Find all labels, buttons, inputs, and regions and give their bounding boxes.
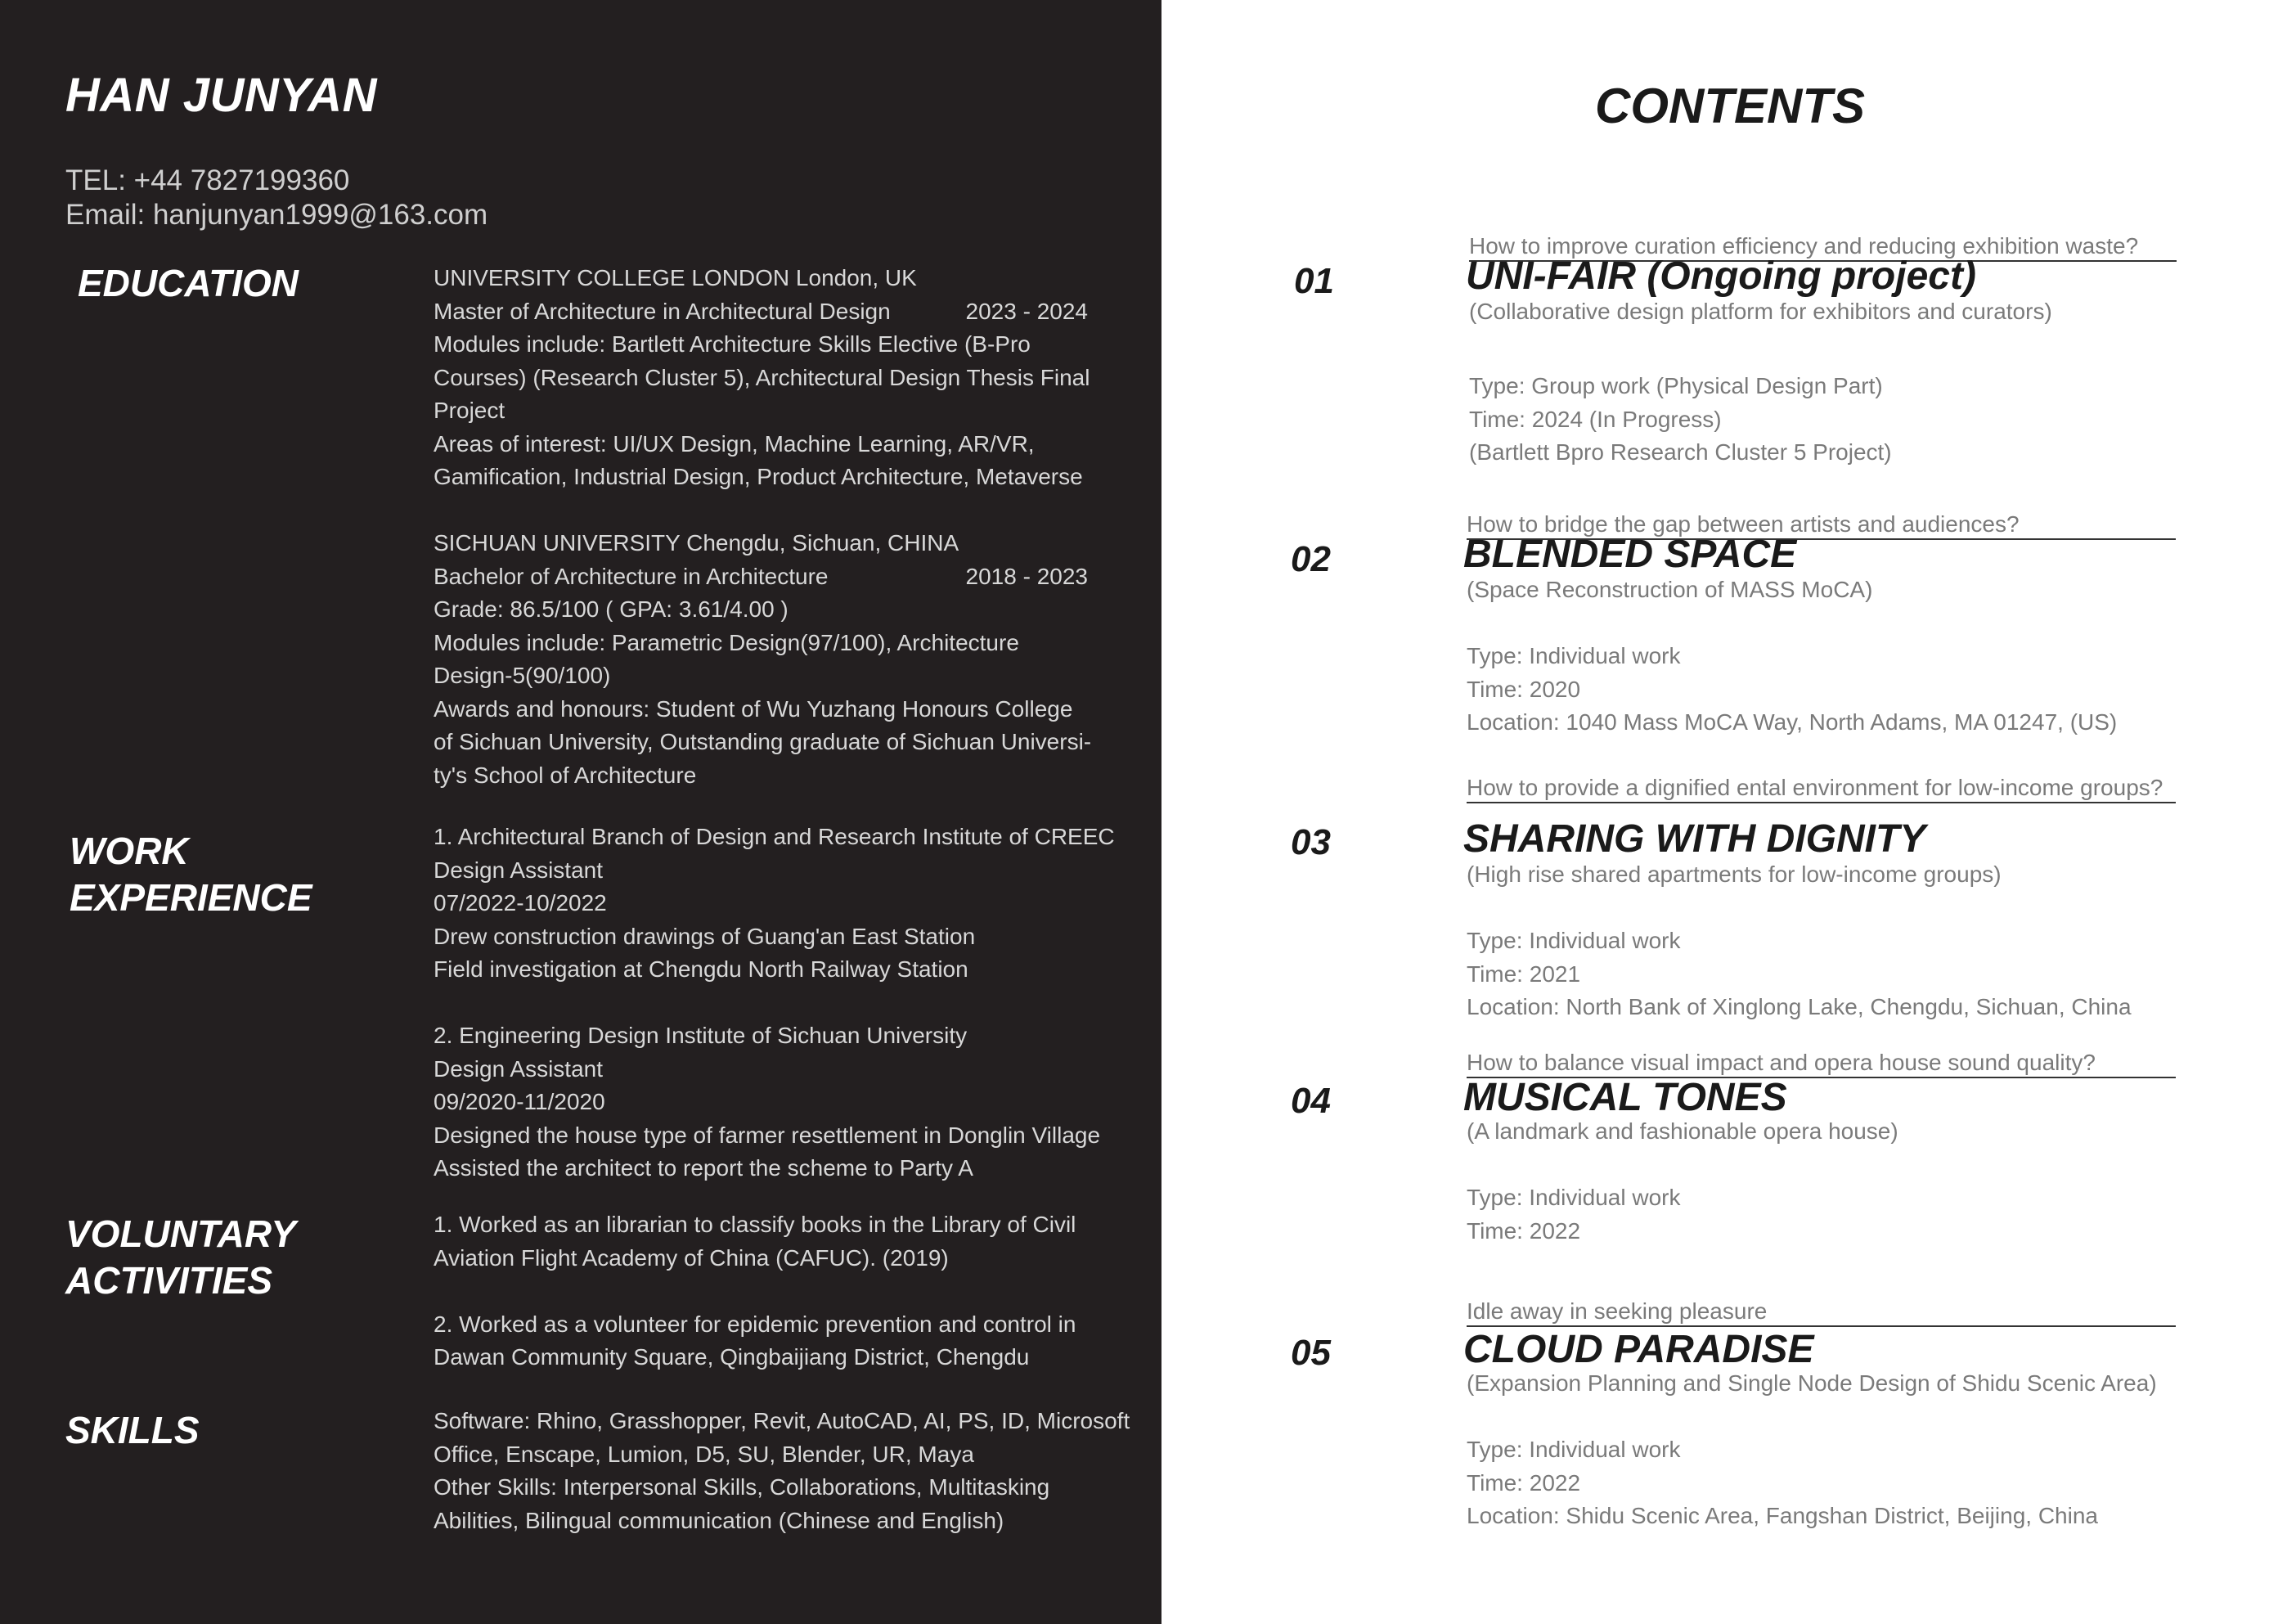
project-meta: Type: Individual work Time: 2022 (1467, 1185, 1681, 1244)
ucl-detail-line: Modules include: Bartlett Architecture Skills Elective (B-Pro (434, 331, 1031, 357)
skills-line: Office, Enscape, Lumion, D5, SU, Blender, UR, Maya (434, 1441, 974, 1467)
work-experience-content (434, 821, 1115, 1185)
voluntary2-line: Dawan Community Square, Qingbaijiang District, Chengdu (434, 1344, 1030, 1370)
skills-content (434, 1405, 1130, 1537)
job1-line: Drew construction drawings of Guang'an East Station (434, 923, 976, 949)
project-subtitle: (High rise shared apartments for low-income groups) (1467, 861, 2002, 887)
voluntary-activities-heading: VOLUNTARY ACTIVITIES (65, 1212, 296, 1302)
scu-detail-line: ty's School of Architecture (434, 762, 697, 788)
job2-line: Assisted the architect to report the scheme to Party A (434, 1155, 973, 1181)
job2-line: 2. Engineering Design Institute of Sichuan University (434, 1023, 968, 1048)
email: Email: hanjunyan1999@163.com (65, 199, 488, 231)
project-question: How to improve curation efficiency and reducing exhibition waste? (1469, 232, 2177, 262)
ucl-detail-line: Courses) (Research Cluster 5), Architectural Design Thesis Final (434, 364, 1090, 390)
telephone: TEL: +44 7827199360 (65, 164, 350, 196)
project-meta: Type: Individual work Time: 2021 Location: North Bank of Xinglong Lake, Chengdu, Sichuan, China (1467, 928, 2132, 1019)
job2-line: Design Assistant (434, 1055, 603, 1082)
project-title: BLENDED SPACE (1463, 533, 1797, 576)
ucl-detail-line: Project (434, 398, 505, 423)
job1-line: Field investigation at Chengdu North Railway Station (434, 956, 968, 982)
project-question: How to balance visual impact and opera house sound quality? (1467, 1049, 2176, 1078)
skills-line: Abilities, Bilingual communication (Chinese and English) (434, 1507, 1004, 1533)
voluntary2-line: 2. Worked as a volunteer for epidemic prevention and control in (434, 1311, 1076, 1337)
scu-detail-line: Modules include: Parametric Design(97/100), Architecture (434, 629, 1019, 655)
project-title: SHARING WITH DIGNITY (1463, 817, 1926, 861)
scu-detail-line: Design-5(90/100) (434, 663, 611, 688)
ucl-degree-row (434, 295, 1112, 329)
scu-detail-line: Awards and honours: Student of Wu Yuzhang Honours College (434, 695, 1073, 722)
scu-detail-line: Grade: 86.5/100 ( GPA: 3.61/4.00 ) (434, 596, 789, 622)
project-number: 01 (1294, 261, 1334, 301)
project-number: 03 (1291, 822, 1331, 862)
project-number: 04 (1291, 1081, 1331, 1121)
project-subtitle: (A landmark and fashionable opera house) (1467, 1118, 1898, 1144)
project-question: How to bridge the gap between artists and audiences? (1467, 511, 2176, 540)
contact-info (65, 164, 488, 232)
job1-line: 1. Architectural Branch of Design and Research Institute of CREEC (434, 824, 1115, 849)
scu-degree-row (434, 560, 1112, 594)
ucl-detail-line: Areas of interest: UI/UX Design, Machine Learning, AR/VR, (434, 430, 1035, 457)
job1-line: 07/2022-10/2022 (434, 890, 607, 915)
job1-line: Design Assistant (434, 857, 603, 883)
project-number: 05 (1291, 1333, 1331, 1373)
ucl-institution: UNIVERSITY COLLEGE LONDON London, UK (434, 265, 917, 290)
applicant-name: HAN JUNYAN (65, 69, 377, 122)
project-question: Idle away in seeking pleasure (1467, 1298, 2176, 1327)
scu-institution: SICHUAN UNIVERSITY Chengdu, Sichuan, CHINA (434, 530, 959, 556)
skills-heading: SKILLS (65, 1409, 200, 1451)
project-meta: Type: Individual work Time: 2020 Location: 1040 Mass MoCA Way, North Adams, MA 01247, (US) (1467, 643, 2118, 735)
project-title: UNI-FAIR (Ongoing project) (1466, 254, 1976, 298)
voluntary-activities-content (434, 1208, 1112, 1374)
job2-line: 09/2020-11/2020 (434, 1089, 605, 1114)
project-title: CLOUD PARADISE (1463, 1328, 1814, 1371)
project-meta: Type: Group work (Physical Design Part) Time: 2024 (In Progress) (Bartlett Bpro Research Cluster 5 Project) (1469, 373, 1892, 465)
voluntary1-line: Aviation Flight Academy of China (CAFUC). (2019) (434, 1244, 949, 1271)
scu-degree: Bachelor of Architecture in Architecture (434, 563, 829, 589)
ucl-years: 2023 - 2024 (965, 298, 1088, 324)
scu-detail-line: of Sichuan University, Outstanding graduate of Sichuan Universi- (434, 729, 1092, 754)
job2-line: Designed the house type of farmer resettlement in Donglin Village (434, 1122, 1101, 1148)
education-heading: EDUCATION (78, 262, 299, 304)
voluntary1-line: 1. Worked as an librarian to classify books in the Library of Civil (434, 1212, 1076, 1237)
ucl-degree: Master of Architecture in Architectural Design (434, 298, 891, 324)
contents-heading: CONTENTS (1595, 79, 1865, 133)
project-title: MUSICAL TONES (1463, 1076, 1787, 1119)
project-meta: Type: Individual work Time: 2022 Location: Shidu Scenic Area, Fangshan District, Beijing, China (1467, 1437, 2098, 1528)
work-experience-heading: WORK EXPERIENCE (70, 830, 312, 919)
project-subtitle: (Collaborative design platform for exhibitors and curators) (1469, 299, 2052, 324)
education-content (434, 262, 1112, 792)
skills-line: Software: Rhino, Grasshopper, Revit, AutoCAD, AI, PS, ID, Microsoft (434, 1408, 1130, 1433)
project-subtitle: (Space Reconstruction of MASS MoCA) (1467, 577, 1873, 602)
project-question: How to provide a dignified ental environment for low-income groups? (1467, 774, 2176, 803)
project-subtitle: (Expansion Planning and Single Node Design of Shidu Scenic Area) (1467, 1370, 2157, 1396)
scu-years: 2018 - 2023 (965, 563, 1088, 589)
skills-line: Other Skills: Interpersonal Skills, Collaborations, Multitasking (434, 1474, 1050, 1500)
ucl-detail-line: Gamification, Industrial Design, Product Architecture, Metaverse (434, 464, 1083, 489)
project-number: 02 (1291, 539, 1331, 579)
